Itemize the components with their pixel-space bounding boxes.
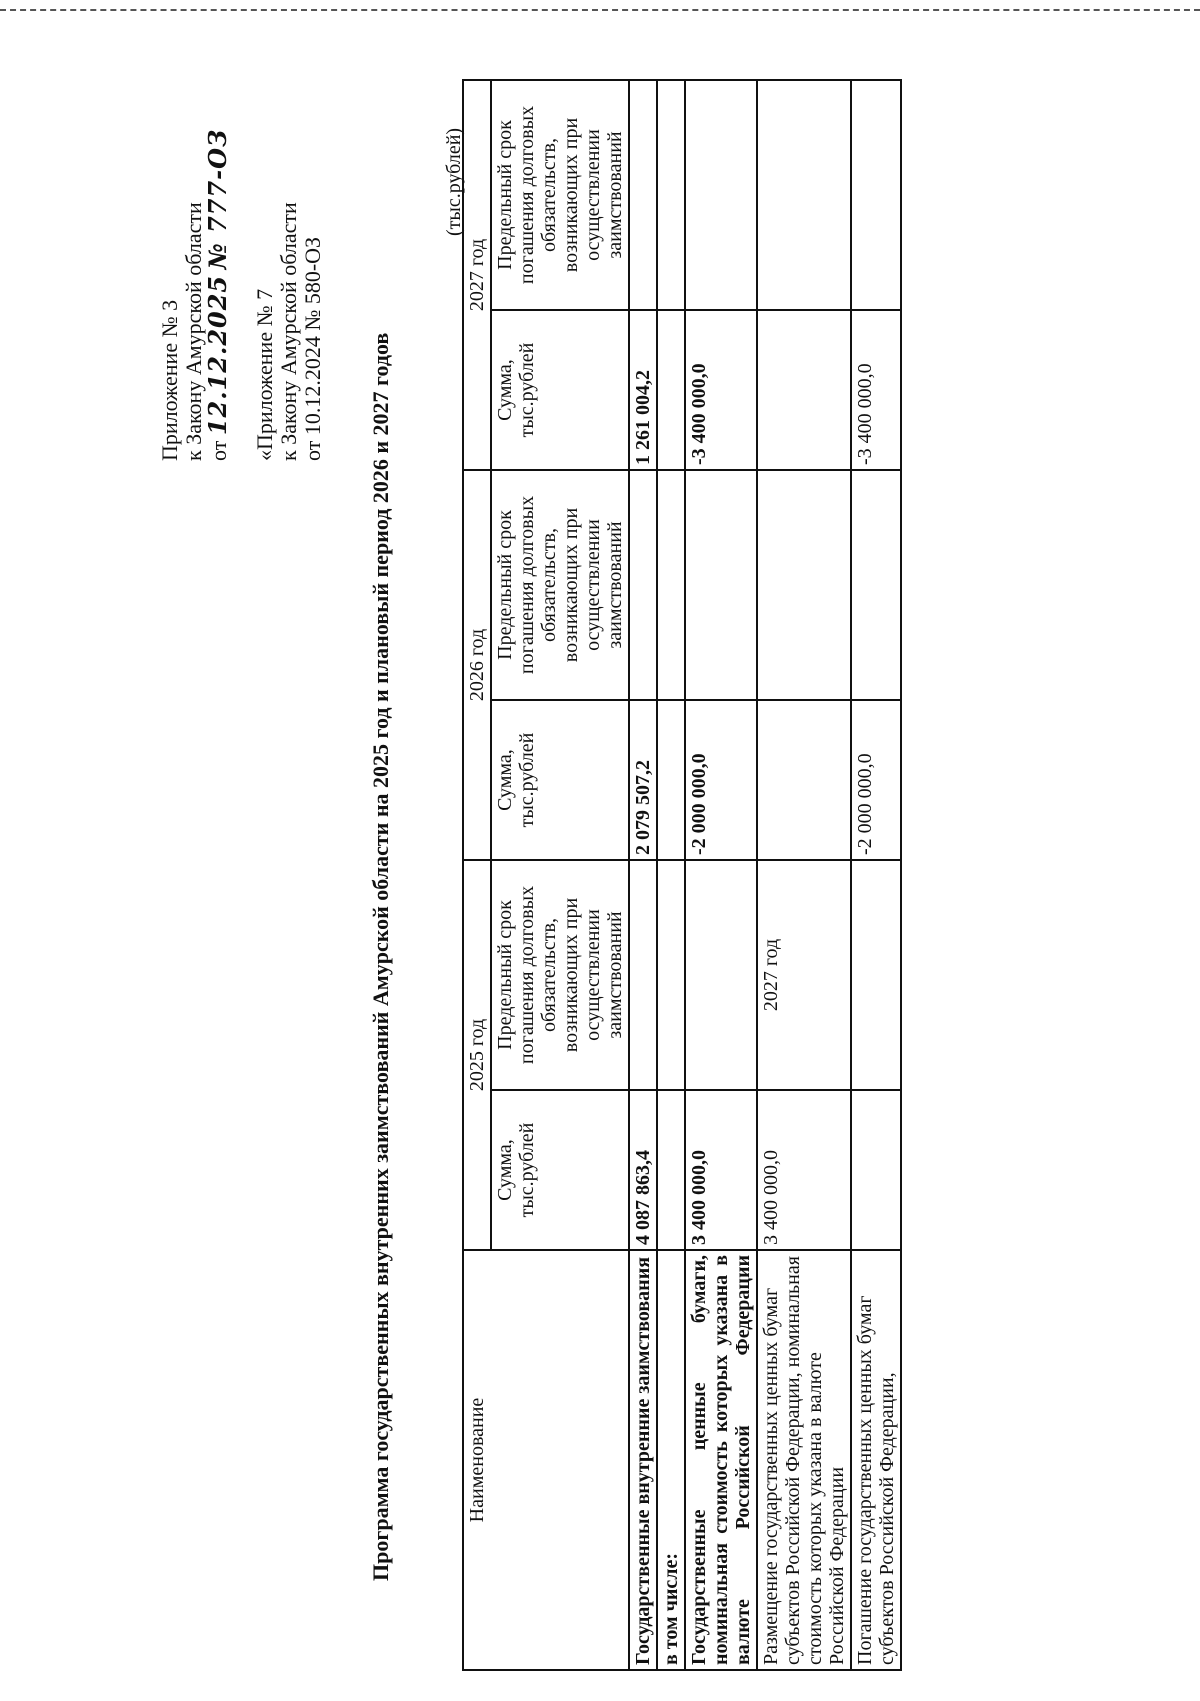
row-sum-2027: 1 261 004,2 (629, 310, 657, 470)
header-term-2025: Предельный срок погашения долговых обязательств, возникающих при осуществлении заимствований (491, 860, 629, 1090)
row-term-2025 (629, 860, 657, 1090)
row-term-2027 (757, 80, 851, 310)
row-sum-2026 (657, 700, 685, 860)
header-name: Наименование (463, 1250, 629, 1670)
header-sum-2026: Сумма, тыс.рублей (491, 700, 629, 860)
prev-annex-date: от 10.12.2024 № 580-ОЗ (300, 236, 325, 461)
row-sum-2027: -3 400 000,0 (851, 310, 901, 470)
row-sum-2026: -2 000 000,0 (851, 700, 901, 860)
scan-edge-noise (0, 5, 1200, 11)
row-name: Размещение государственных ценных бумаг субъектов Российской Федерации, номинальная стоимость которых указана в валюте Российской Федерации (757, 1250, 851, 1670)
table-row (757, 80, 851, 1670)
row-sum-2027: -3 400 000,0 (685, 310, 757, 470)
row-sum-2026: 2 079 507,2 (629, 700, 657, 860)
row-term-2027 (851, 80, 901, 310)
header-year-2026: 2026 год (463, 470, 491, 860)
row-name: Погашение государственных ценных бумаг субъектов Российской Федерации, (851, 1250, 901, 1670)
row-name: Государственные ценные бумаги, номинальная стоимость которых указана в валюте Российской Федерации (685, 1250, 757, 1670)
annex-law: к Закону Амурской области (181, 202, 206, 461)
annex-date-line (203, 128, 232, 461)
row-term-2026 (657, 470, 685, 700)
header-year-2025: 2025 год (463, 860, 491, 1250)
row-sum-2026: -2 000 000,0 (685, 700, 757, 860)
row-sum-2025: 3 400 000,0 (757, 1090, 851, 1250)
header-term-2027: Предельный срок погашения долговых обязательств, возникающих при осуществлении заимствований (491, 80, 629, 310)
header-term-2026: Предельный срок погашения долговых обязательств, возникающих при осуществлении заимствований (491, 470, 629, 700)
row-term-2025 (851, 860, 901, 1090)
row-name: в том числе: (657, 1250, 685, 1670)
header-year-2027: 2027 год (463, 80, 491, 470)
row-name: Государственные внутренние заимствования (629, 1250, 657, 1670)
row-sum-2027 (757, 310, 851, 470)
table-row (851, 80, 901, 1670)
annex-date-prefix: от (206, 440, 231, 461)
row-term-2025: 2027 год (757, 860, 851, 1090)
prev-annex-law: к Закону Амурской области (276, 202, 301, 461)
row-sum-2025: 3 400 000,0 (685, 1090, 757, 1250)
row-term-2026 (851, 470, 901, 700)
document-title: Программа государственных внутренних заимствований Амурской области на 2025 год и плановый период 2026 и 2027 годов (368, 332, 393, 1581)
row-term-2026 (685, 470, 757, 700)
prev-annex-title: «Приложение № 7 (252, 288, 277, 461)
table-header-row-years (463, 80, 491, 1670)
handwritten-number: № 777-ОЗ (203, 128, 232, 270)
row-term-2027 (629, 80, 657, 310)
row-term-2025 (657, 860, 685, 1090)
unit-label: (тыс.рублей) (443, 127, 465, 236)
row-term-2027 (657, 80, 685, 310)
table-row (685, 80, 757, 1670)
row-term-2025 (685, 860, 757, 1090)
row-sum-2025 (657, 1090, 685, 1250)
handwritten-date: 12.12.2025 (203, 274, 232, 436)
table-row (629, 80, 657, 1670)
row-term-2026 (629, 470, 657, 700)
borrowing-program-table (462, 79, 902, 1671)
header-sum-2025: Сумма, тыс.рублей (491, 1090, 629, 1250)
table-row (657, 80, 685, 1670)
annex-title: Приложение № 3 (157, 299, 182, 461)
row-sum-2026 (757, 700, 851, 860)
header-sum-2027: Сумма, тыс.рублей (491, 310, 629, 470)
row-sum-2025 (851, 1090, 901, 1250)
row-term-2026 (757, 470, 851, 700)
row-term-2027 (685, 80, 757, 310)
row-sum-2025: 4 087 863,4 (629, 1090, 657, 1250)
row-sum-2027 (657, 310, 685, 470)
annex-header (158, 129, 325, 461)
